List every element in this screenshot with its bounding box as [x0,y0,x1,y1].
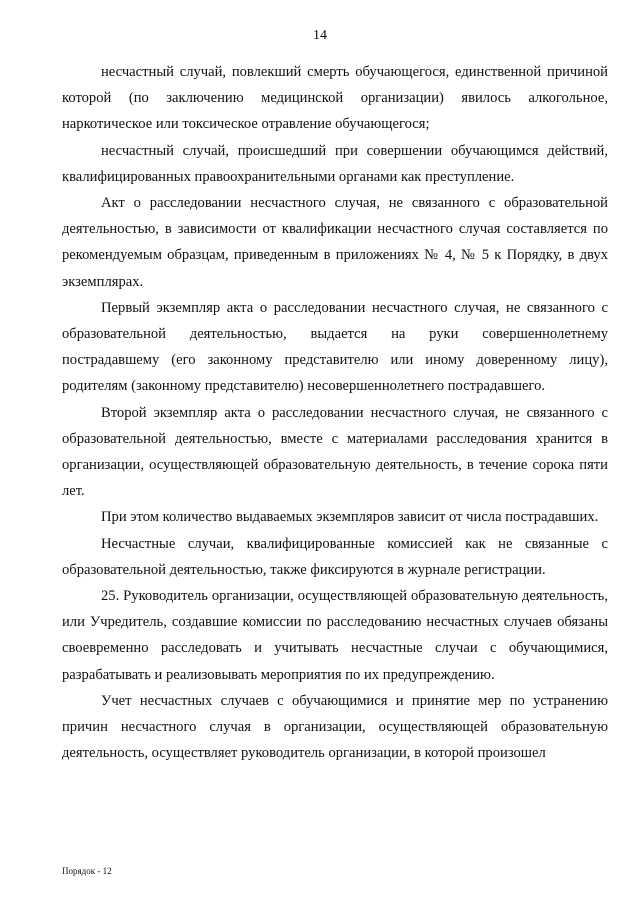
paragraph-7: Несчастные случаи, квалифицированные комиссией как не связанные с образовательной деятельностью, также фиксируются в журнале регистрации. [62,535,608,578]
page-number: 14 [313,28,327,43]
paragraph-4: Первый экземпляр акта о расследовании несчастного случая, не связанного с образовательной деятельностью, выдается на руки совершеннолетнему пострадавшему (его законному представителю или иному доверенному лицу), родителям (законному представителю) несовершеннолетнего пострадавшего. [62,299,608,395]
page-footer: Порядок - 12 [62,866,112,876]
paragraph-5: Второй экземпляр акта о расследовании несчастного случая, не связанного с образовательной деятельностью, вместе с материалами расследования хранится в организации, осуществляющей образовательную деятельность, в течение сорока пяти лет. [62,404,608,500]
paragraph-3: Акт о расследовании несчастного случая, не связанного с образовательной деятельностью, в зависимости от квалификации несчастного случая составляется по рекомендуемым образцам, приведенным в приложениях № 4, № 5 к Порядку, в двух экземплярах. [62,195,608,290]
paragraph-1: несчастный случай, повлекший смерть обучающегося, единственной причиной которой (по заключению медицинской организации) явилось алкогольное, наркотическое или токсическое отравление обучающегося; [62,64,608,133]
paragraph-8: 25. Руководитель организации, осуществляющей образовательную деятельность, или Учредитель, создавшие комиссии по расследованию несчастных случаев обязаны своевременно расследовать и учитывать несчастные случаи с обучающимися, разрабатывать и реализовывать мероприятия по их предупреждению. [62,588,608,683]
paragraph-6: При этом количество выдаваемых экземпляров зависит от числа пострадавших. [101,509,599,526]
paragraph-2: несчастный случай, происшедший при совершении обучающимся действий, квалифицированных правоохранительными органами как преступление. [62,142,608,185]
body-text [62,59,608,766]
paragraph-9: Учет несчастных случаев с обучающимися и принятие мер по устранению причин несчастного случая в организации, осуществляющей образовательную деятельность, осуществляет руководитель организации, в которой произошел [62,692,608,762]
